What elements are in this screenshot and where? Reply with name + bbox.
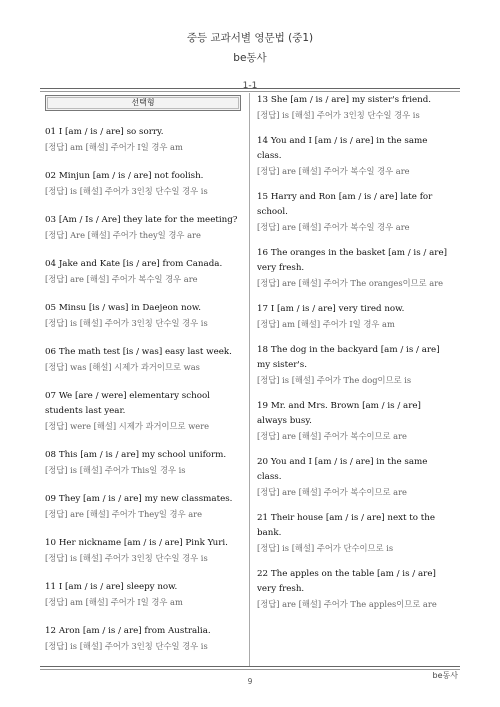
chapter-subtitle: be동사 xyxy=(233,52,267,64)
question-text: 08 This [am / is / are] my school uniform. xyxy=(45,450,227,460)
answer-explanation: [정답] are [해설] 주어가 복수일 경우 are xyxy=(257,222,410,232)
answer-explanation: [정답] am [해설] 주어가 I일 경우 am xyxy=(45,142,183,152)
answer-explanation: [정답] are [해설] 주어가 They일 경우 are xyxy=(45,509,203,519)
question-item xyxy=(257,511,453,556)
question-text: 19 Mr. and Mrs. Brown [am / is / are] always busy. xyxy=(257,401,421,426)
answer-explanation: [정답] is [해설] 주어가 3인칭 단수일 경우 is xyxy=(45,553,208,563)
question-item xyxy=(257,246,453,291)
answer-explanation: [정답] are [해설] 주어가 복수이므로 are xyxy=(257,431,407,441)
section-label: 선택형 xyxy=(45,95,241,111)
page-header xyxy=(0,30,500,91)
question-text: 03 [Am / Is / Are] they late for the meeting? xyxy=(45,215,238,225)
question-text: 21 Their house [am / is / are] next to the bank. xyxy=(257,513,435,538)
question-item xyxy=(257,93,453,123)
answer-explanation: [정답] is [해설] 주어가 3인칭 단수일 경우 is xyxy=(45,641,208,651)
question-text: 01 I [am / is / are] so sorry. xyxy=(45,127,164,137)
answer-explanation: [정답] are [해설] 주어가 The apples이므로 are xyxy=(257,599,437,609)
question-item xyxy=(45,448,241,478)
answer-explanation: [정답] is [해설] 주어가 3인칭 단수일 경우 is xyxy=(257,110,420,120)
question-item xyxy=(45,301,241,331)
question-item xyxy=(257,399,453,444)
left-column xyxy=(45,93,241,668)
question-item xyxy=(45,345,241,375)
question-item xyxy=(257,302,453,332)
question-item xyxy=(45,213,241,243)
question-text: 17 I [am / is / are] very tired now. xyxy=(257,304,405,314)
question-item xyxy=(45,624,241,654)
answer-explanation: [정답] am [해설] 주어가 I일 경우 am xyxy=(257,319,395,329)
page-number: 9 xyxy=(247,677,253,686)
unit-number: 1-1 xyxy=(242,81,258,91)
question-text: 04 Jake and Kate [is / are] from Canada. xyxy=(45,259,223,269)
question-item xyxy=(45,257,241,287)
top-divider xyxy=(40,88,460,92)
answer-explanation: [정답] are [해설] 주어가 The oranges이므로 are xyxy=(257,278,444,288)
answer-explanation: [정답] was [해설] 시제가 과거이므로 was xyxy=(45,362,200,372)
answer-explanation: [정답] are [해설] 주어가 복수이므로 are xyxy=(257,487,407,497)
left-question-list xyxy=(45,125,241,654)
question-item xyxy=(45,125,241,155)
right-question-list xyxy=(257,93,453,612)
question-text: 09 They [am / is / are] my new classmates. xyxy=(45,494,233,504)
question-item xyxy=(257,134,453,179)
question-text: 18 The dog in the backyard [am / is / are] my sister's. xyxy=(257,345,440,370)
answer-explanation: [정답] are [해설] 주어가 복수일 경우 are xyxy=(45,274,198,284)
question-text: 10 Her nickname [am / is / are] Pink Yuri. xyxy=(45,538,228,548)
question-item xyxy=(45,580,241,610)
question-text: 07 We [are / were] elementary school students last year. xyxy=(45,391,210,416)
question-item xyxy=(257,455,453,500)
right-column xyxy=(257,93,453,623)
question-item xyxy=(257,190,453,235)
answer-explanation: [정답] is [해설] 주어가 The dog이므로 is xyxy=(257,375,412,385)
question-item xyxy=(45,492,241,522)
footer-tag: be동사 xyxy=(432,671,458,680)
question-item xyxy=(257,567,453,612)
question-text: 15 Harry and Ron [am / is / are] late for school. xyxy=(257,192,433,217)
question-item xyxy=(45,169,241,199)
question-text: 06 The math test [is / was] easy last week. xyxy=(45,347,232,357)
question-text: 20 You and I [am / is / are] in the same class. xyxy=(257,457,428,482)
question-item xyxy=(257,343,453,388)
question-text: 13 She [am / is / are] my sister's friend. xyxy=(257,95,432,105)
bottom-divider xyxy=(40,666,460,670)
question-text: 05 Minsu [is / was] in Daejeon now. xyxy=(45,303,202,313)
question-item xyxy=(45,536,241,566)
question-text: 22 The apples on the table [am / is / are] very fresh. xyxy=(257,569,436,594)
column-divider xyxy=(249,93,250,666)
answer-explanation: [정답] is [해설] 주어가 단수이므로 is xyxy=(257,543,394,553)
answer-explanation: [정답] is [해설] 주어가 3인칭 단수일 경우 is xyxy=(45,186,208,196)
answer-explanation: [정답] am [해설] 주어가 I일 경우 am xyxy=(45,597,183,607)
question-text: 12 Aron [am / is / are] from Australia. xyxy=(45,626,211,636)
question-text: 11 I [am / is / are] sleepy now. xyxy=(45,582,178,592)
question-text: 14 You and I [am / is / are] in the same class. xyxy=(257,136,428,161)
answer-explanation: [정답] are [해설] 주어가 복수일 경우 are xyxy=(257,166,410,176)
answer-explanation: [정답] is [해설] 주어가 This일 경우 is xyxy=(45,465,186,475)
answer-explanation: [정답] were [해설] 시제가 과거이므로 were xyxy=(45,421,210,431)
question-item xyxy=(45,389,241,434)
question-text: 02 Minjun [am / is / are] not foolish. xyxy=(45,171,204,181)
question-text: 16 The oranges in the basket [am / is / are] very fresh. xyxy=(257,248,447,273)
answer-explanation: [정답] Are [해설] 주어가 they일 경우 are xyxy=(45,230,201,240)
page-title: 중등 교과서별 영문법 (중1) xyxy=(186,32,314,44)
answer-explanation: [정답] is [해설] 주어가 3인칭 단수일 경우 is xyxy=(45,318,208,328)
